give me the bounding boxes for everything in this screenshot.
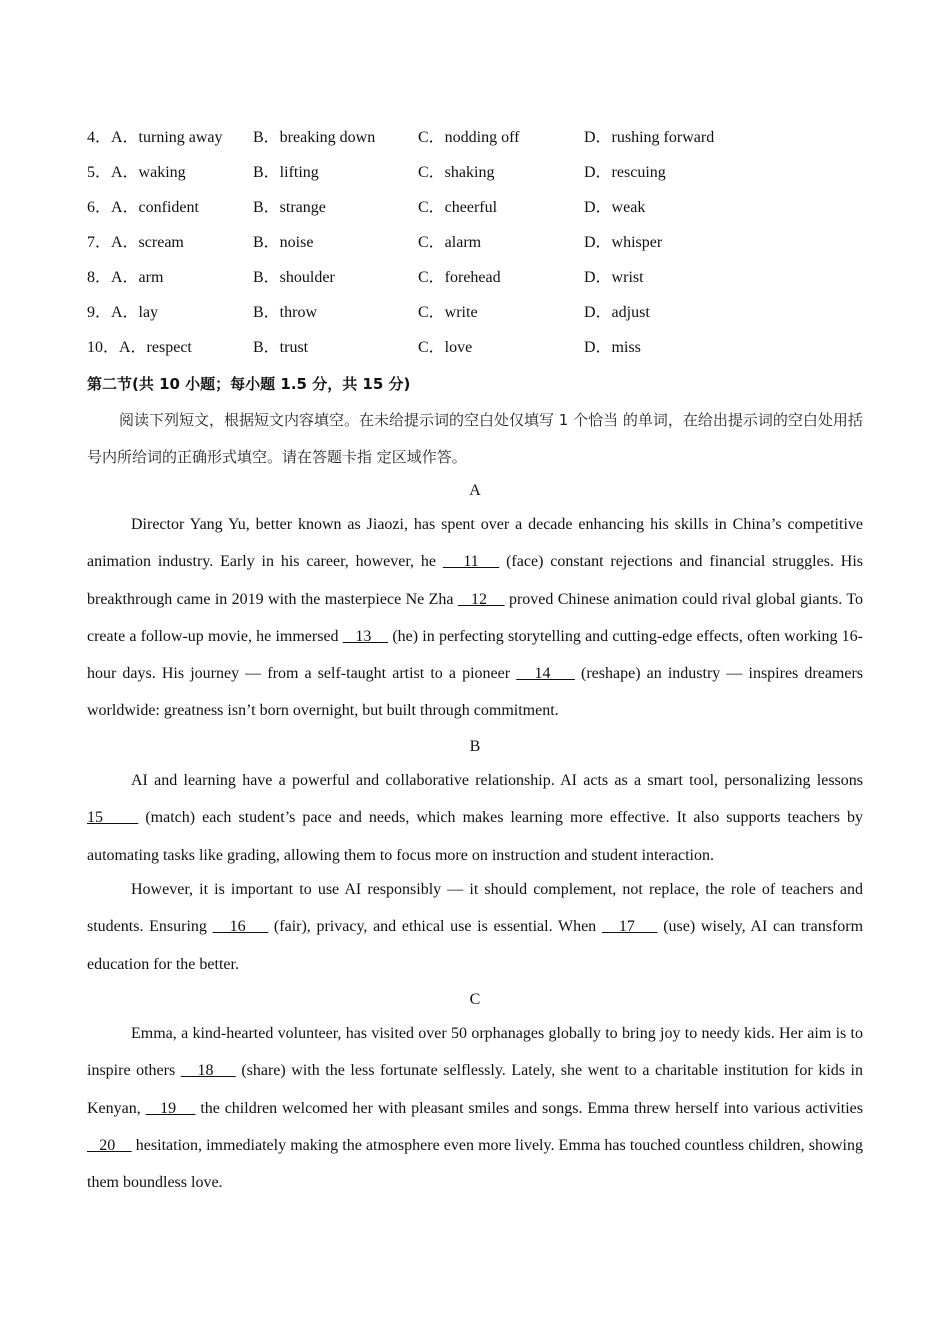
passage-text: Director Yang Yu, better known as Jiaozi, has spent over a decade enhancing his skills in China’s competitive animation industry. Early in his career, however, he	[87, 516, 863, 571]
option-b: B．lifting	[253, 164, 319, 181]
options-row	[87, 260, 787, 295]
passage-c-label: C	[469, 991, 481, 1008]
options-table	[87, 120, 787, 365]
passage-text: proved Chinese animation could rival global giants. To create a follow-up movie, he immersed	[87, 590, 864, 645]
option-a: 4．A．turning away	[87, 129, 223, 146]
passage-text: (face) constant rejections and financial struggles. His breakthrough came in 2019 with the masterpiece Ne Zha	[87, 553, 864, 608]
option-d: D．whisper	[584, 234, 663, 251]
option-a: 9．A．lay	[87, 304, 159, 321]
option-c: C．write	[418, 304, 478, 321]
passage-text: the children welcomed her with pleasant smiles and songs. Emma threw herself into various activities	[195, 1099, 864, 1117]
option-c: C．alarm	[418, 234, 482, 251]
passage-c-paragraph	[87, 1015, 863, 1201]
passage-a-paragraph	[87, 506, 863, 730]
blank-13: 13	[342, 627, 389, 645]
option-b: B．trust	[253, 339, 309, 356]
option-a: 5．A．waking	[87, 164, 186, 181]
option-a: 6．A．confident	[87, 199, 199, 216]
blank-11: 11	[442, 553, 500, 571]
passage-b-paragraph-1	[87, 762, 863, 874]
blank-14: 14	[516, 665, 575, 683]
option-b: B．noise	[253, 234, 314, 251]
option-c: C．love	[418, 339, 473, 356]
options-row	[87, 155, 787, 190]
option-a: 10．A．respect	[87, 339, 192, 356]
passage-text: However, it is important to use AI responsibly — it should complement, not replace, the role of teachers and students. Ensuring	[87, 881, 863, 936]
blank-19: 19	[145, 1099, 196, 1117]
option-a: 7．A．scream	[87, 234, 184, 251]
blank-15: 15	[87, 809, 139, 827]
section-instruction: 阅读下列短文，根据短文内容填空。在未给提示词的空白处仅填写 1 个恰当 的单词，在给出提示词的空白处用括号内所给词的正确形式填空。请在答题卡指 定区域作答。	[87, 411, 863, 466]
option-a: 8．A．arm	[87, 269, 164, 286]
option-d: D．adjust	[584, 304, 650, 321]
option-c: C．cheerful	[418, 199, 498, 216]
option-b: B．shoulder	[253, 269, 335, 286]
section-heading: 第二节(共 10 小题；每小题 1.5 分，共 15 分)	[87, 375, 411, 393]
options-row	[87, 295, 787, 330]
option-b: B．throw	[253, 304, 318, 321]
passage-text: (use) wisely, AI can transform education for the better.	[87, 918, 864, 973]
option-d: D．weak	[584, 199, 646, 216]
option-c: C．nodding off	[418, 129, 520, 146]
options-row	[87, 190, 787, 225]
option-c: C．forehead	[418, 269, 501, 286]
passage-text: (match) each student’s pace and needs, which makes learning more effective. It also supports teachers by automating tasks like grading, allowing them to focus more on instruction and student interaction.	[87, 809, 863, 864]
blank-20: 20	[87, 1136, 132, 1154]
option-b: B．strange	[253, 199, 326, 216]
passage-b-paragraph-2	[87, 871, 863, 983]
option-c: C．shaking	[418, 164, 495, 181]
passage-text: Emma, a kind-hearted volunteer, has visited over 50 orphanages globally to bring joy to needy kids. Her aim is to inspire others	[87, 1025, 863, 1080]
blank-16: 16	[212, 918, 269, 936]
options-row	[87, 330, 787, 365]
options-row	[87, 120, 787, 155]
blank-18: 18	[180, 1062, 236, 1080]
passage-a-label: A	[469, 482, 481, 499]
passage-b-label: B	[469, 738, 481, 755]
options-row	[87, 225, 787, 260]
option-d: D．wrist	[584, 269, 644, 286]
passage-text: (fair), privacy, and ethical use is essential. When	[268, 918, 602, 936]
blank-12: 12	[457, 590, 505, 608]
passage-text: hesitation, immediately making the atmosphere even more lively. Emma has touched countless children, showing them boundless love.	[87, 1136, 864, 1192]
passage-text: (he) in perfecting storytelling and cutting-edge effects, often working 16-hour days. His journey — from a self-taught artist to a pioneer	[87, 627, 864, 683]
blank-17: 17	[601, 918, 658, 936]
option-d: D．rushing forward	[584, 129, 715, 146]
option-d: D．miss	[584, 339, 641, 356]
passage-text: (share) with the less fortunate selflessly. Lately, she went to a charitable institution for kids in Kenyan,	[87, 1062, 864, 1117]
passage-text: AI and learning have a powerful and collaborative relationship. AI acts as a smart tool, personalizing lessons	[131, 772, 863, 789]
option-d: D．rescuing	[584, 164, 666, 181]
option-b: B．breaking down	[253, 129, 376, 146]
passage-text: (reshape) an industry — inspires dreamers worldwide: greatness isn’t born overnight, but built through commitment.	[87, 665, 864, 720]
